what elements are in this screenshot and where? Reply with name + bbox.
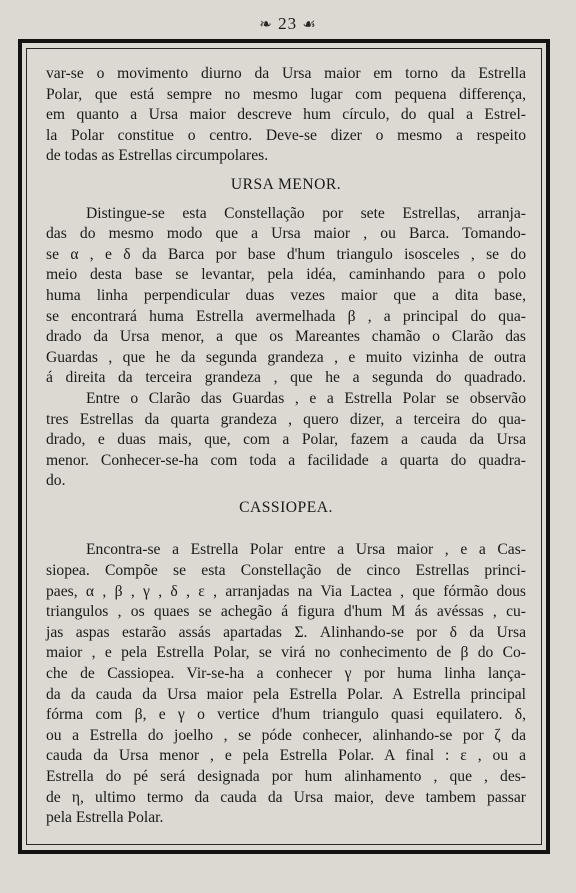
text-line: em quanto a Ursa maior descreve hum círculo, do qual a Estrel-: [46, 106, 526, 124]
ursa-menor-paragraph: [46, 204, 526, 492]
text-line: paes, α , β , γ , δ , ε , arranjadas na Via Lactea , que fórmão dous: [46, 582, 526, 600]
text-line: la Polar constitue o centro. Deve-se dizer o mesmo a respeito: [46, 126, 526, 144]
text-line: drado da Ursa menor, a que os Mareantes chamão o Clarão das: [46, 328, 526, 346]
text-line: triangulos , os quaes se achegão á figura d'hum M ás avéssas , cu-: [46, 603, 526, 621]
text-line: menor. Conhecer-se-ha com toda a facilidade a quarta do quadra-: [46, 451, 526, 469]
text-line: de todas as Estrellas circumpolares.: [46, 147, 269, 165]
text-line: das do mesmo modo que a Ursa maior , ou Barca. Tomando-: [46, 225, 526, 243]
text-line: Guardas , que he da segunda grandeza , e muito vizinha de outra: [46, 348, 526, 366]
text-line: do.: [46, 472, 66, 490]
section-heading-ursa-menor: URSA MENOR.: [230, 175, 342, 193]
left-ornament-icon: ❧: [259, 17, 273, 33]
text-line: Entre o Clarão das Guardas , e a Estrella Polar se observão: [86, 389, 526, 407]
text-line: meio desta base se levantar, pela idéa, caminhando para o polo: [46, 266, 526, 284]
text-line: Estrella do pé será designada por hum alinhamento , que , des-: [46, 768, 526, 785]
text-line: á direita da terceira grandeza , que he a segunda do quadrado.: [46, 369, 526, 387]
text-line: se α , e δ da Barca por base d'hum triangulo isosceles , se do: [46, 245, 526, 263]
text-line: Distingue-se esta Constellação por sete Estrellas, arranja-: [86, 204, 526, 222]
text-line: se encontrará huma Estrella avermelhada β , a principal do qua-: [46, 307, 526, 325]
text-line: Encontra-se a Estrella Polar entre a Ursa maior , e a Cas-: [86, 541, 526, 559]
text-line: pela Estrella Polar.: [46, 809, 164, 827]
right-ornament-icon: ☙: [302, 17, 317, 33]
page-number: 23: [278, 14, 298, 33]
page-body: [46, 64, 526, 829]
text-line: Polar, que está sempre no mesmo lugar com pequena differença,: [46, 85, 526, 103]
cassiopea-paragraph: [46, 540, 526, 828]
text-line: fórma com β, e γ o vertice d'hum triangulo quasi equilatero. δ,: [46, 706, 526, 724]
text-line: var-se o movimento diurno da Ursa maior em torno da Estrella: [46, 65, 526, 82]
text-line: cauda da Ursa menor , e pela Estrella Polar. A final : ε , ou a: [46, 747, 526, 765]
text-line: tres Estrellas da quarta grandeza , quero dizer, a terceira do qua-: [46, 410, 526, 428]
text-line: siopea. Compõe se esta Constellação de cinco Estrellas princi-: [46, 562, 526, 580]
intro-paragraph: [46, 64, 526, 167]
text-line: de η, ultimo termo da cauda da Ursa maior, deve tambem passar: [46, 788, 526, 806]
text-line: maior , e pela Estrella Polar, se virá no conhecimento de β do Co-: [46, 644, 526, 662]
text-line: ou a Estrella do joelho , se póde conhecer, alinhando-se por ζ da: [46, 726, 526, 744]
text-line: jas aspas estarão assás apartadas Σ. Alinhando-se por δ da Ursa: [46, 623, 526, 641]
text-line: huma linha perpendicular duas vezes maior que a dita base,: [46, 286, 526, 304]
page-header: [0, 14, 576, 34]
text-line: drado, e duas mais, que, com a Polar, fazem a cauda da Ursa: [46, 431, 526, 449]
section-heading-cassiopea: CASSIOPEA.: [239, 498, 333, 516]
text-line: da da cauda da Ursa maior pela Estrella Polar. A Estrella principal: [46, 685, 526, 703]
text-line: che de Cassiopea. Vir-se-ha a conhecer γ por huma linha lança-: [46, 665, 526, 683]
